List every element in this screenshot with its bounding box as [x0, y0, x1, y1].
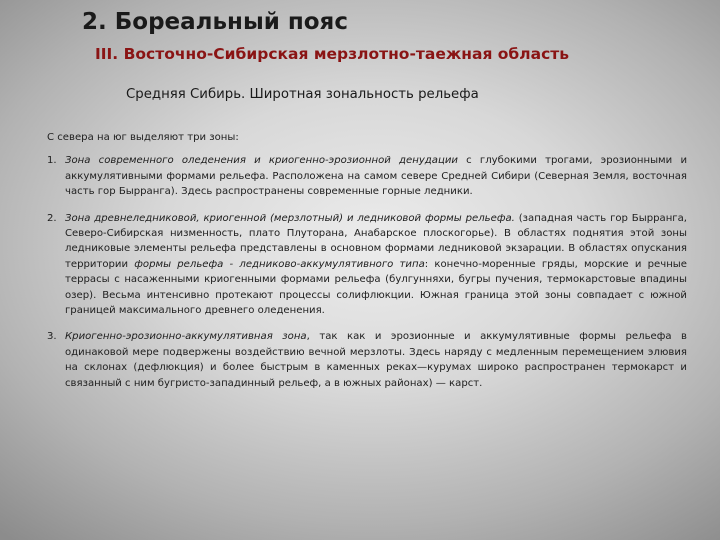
zone-name: Зона современного оледенения и криогенно-эрозионной денудации [65, 155, 458, 167]
zone-number: 3. [47, 331, 57, 343]
zone-list [47, 153, 687, 391]
zone-name: Зона древнеледниковой, криогенной (мерзлотный) и ледниковой формы рельефа. [65, 212, 515, 224]
zone-description: (западная часть гор Бырранга, Северо-Сибирская низменность, плато Плуторана, Анабарское плоскогорье). В областях поднятия этой зоны ледниковые элементы рельефа представлены в основном формами ледниковой экзарации. В областях опускания территории [65, 212, 687, 270]
zone-number: 1. [47, 155, 57, 167]
zone-emphasis: формы рельефа - ледниково-аккумулятивного типа [134, 258, 425, 270]
intro-text: С севера на юг выделяют три зоны: [47, 132, 239, 143]
slide-title: 2. Бореальный пояс [82, 9, 348, 35]
zone-item-1 [47, 153, 687, 199]
zone-item-2 [47, 211, 687, 319]
zone-number: 2. [47, 212, 57, 224]
slide-body [47, 130, 687, 402]
zone-description-continued: : конечно-моренные гряды, морские и речные террасы с насаженными криогенными формами рельефа (булгунняхи, бугры пучения, термокарстовые впадины озер). Весьма интенсивно протекают процессы солифлюкции. Южная граница этой зоны совпадает с южной границей максимального древнего оледенения. [65, 258, 687, 317]
slide-heading: Средняя Сибирь. Широтная зональность рельефа [126, 87, 479, 102]
zone-name: Криогенно-эрозионно-аккумулятивная зона [65, 331, 307, 343]
zone-description: с глубокими трогами, эрозионными и аккумулятивными формами рельефа. Расположена на самом севере Средней Сибири (Северная Земля, восточная часть гор Бырранга). Здесь распространены современные горные ледники. [65, 155, 687, 198]
slide-subtitle: III. Восточно-Сибирская мерзлотно-таежная область [95, 45, 570, 63]
zone-description: , так как и эрозионные и аккумулятивные формы рельефа в одинаковой мере подвержены воздействию вечной мерзлоты. Здесь наряду с медленным перемещением элювия на склонах (дефлюкция) и более быстрым в каменных реках—курумах широко распространен термокарст и связанный с ним бугристо-западинный рельеф, а в южных районах) — карст. [65, 331, 687, 389]
zone-item-3 [47, 329, 687, 391]
